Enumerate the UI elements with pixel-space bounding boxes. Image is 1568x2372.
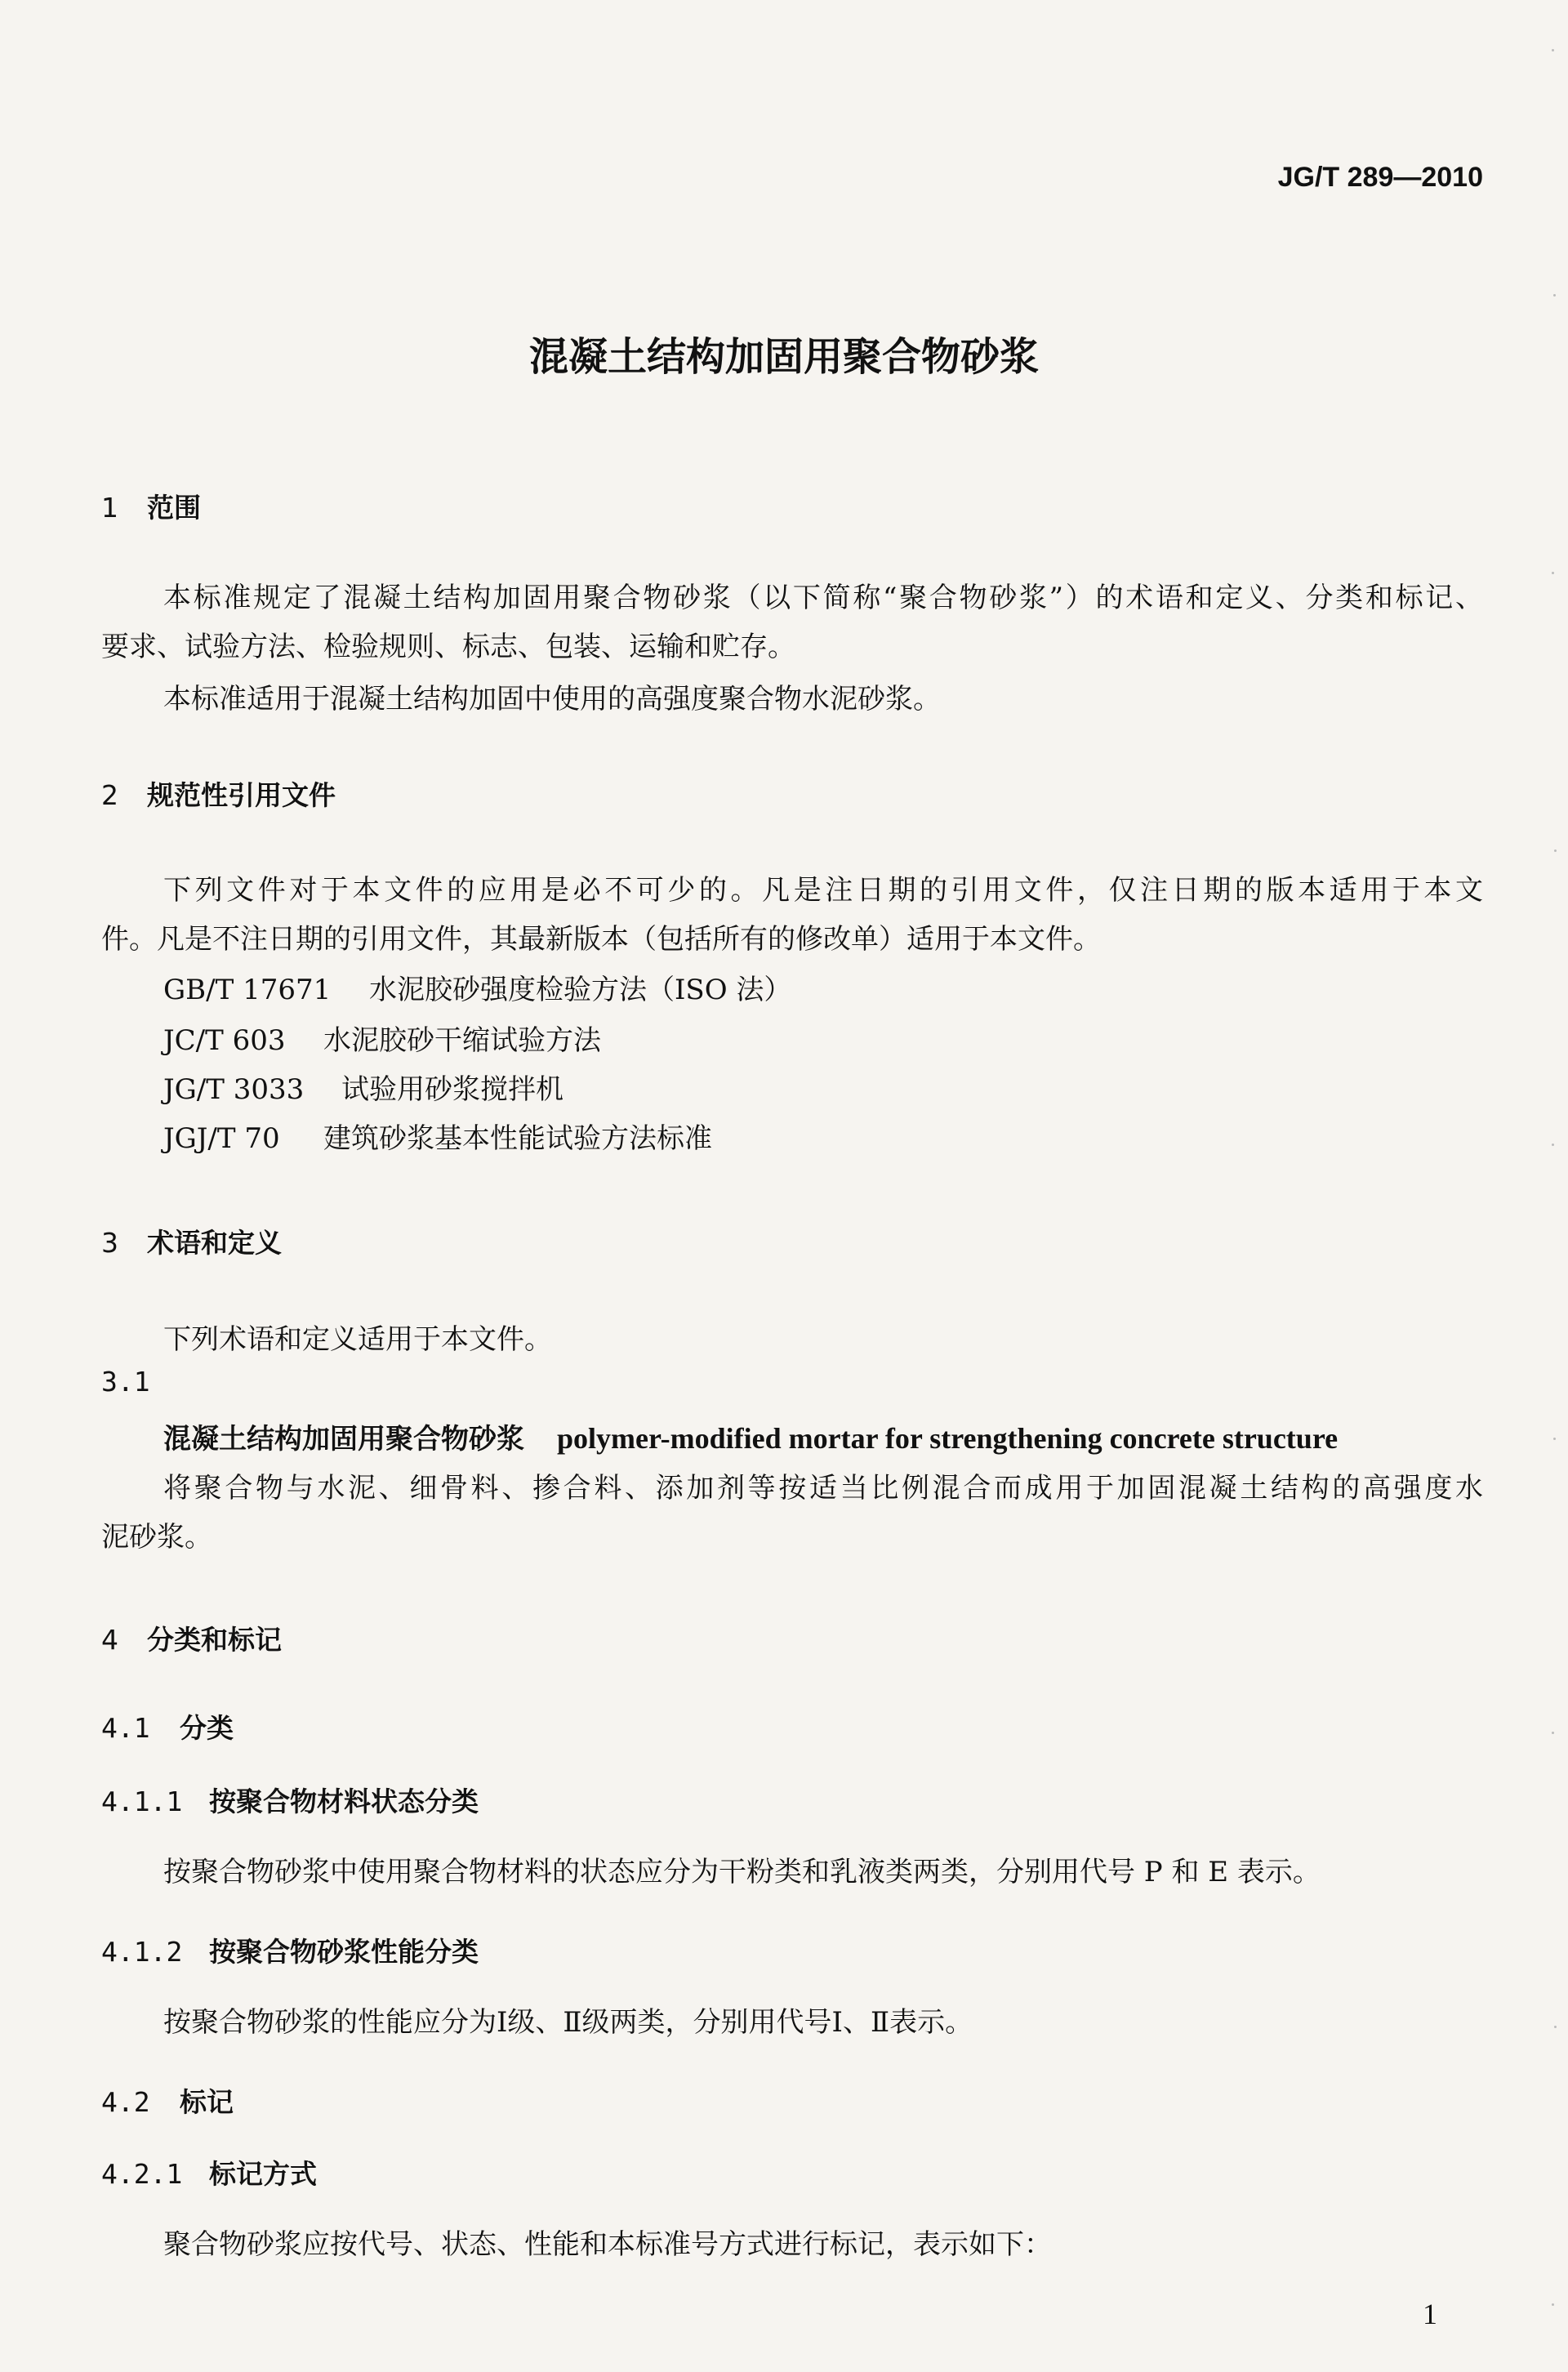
document-number: JG/T 289—2010 — [1277, 162, 1483, 193]
section-3-heading — [101, 1222, 282, 1260]
reference-title: 水泥胶砂强度检验方法（ISO 法） — [369, 974, 792, 1006]
subsection-4-1-1-paragraph: 按聚合物砂浆中使用聚合物材料的状态应分为干粉类和乳液类两类，分别用代号 P 和 E 表示。 — [163, 1856, 1321, 1888]
term-entry — [163, 1416, 1338, 1456]
section-2-heading — [101, 774, 336, 813]
section-1-paragraph-1-line-2: 要求、试验方法、检验规则、标志、包装、运输和贮存。 — [101, 631, 795, 663]
subsection-4-2-1-heading — [101, 2153, 317, 2191]
term-english: polymer-modified mortar for strengthening concrete structure — [557, 1422, 1339, 1455]
section-1-paragraph-1-line-1: 本标准规定了混凝土结构加固用聚合物砂浆（以下简称“聚合物砂浆”）的术语和定义、分类和标记、 — [163, 582, 1483, 614]
section-number: 3 — [101, 1227, 118, 1259]
reference-item — [163, 967, 791, 1007]
reference-item — [163, 1067, 564, 1107]
subsection-4-2-1-paragraph: 聚合物砂浆应按代号、状态、性能和本标准号方式进行标记，表示如下： — [163, 2228, 1052, 2261]
reference-code: JC/T 603 — [163, 1024, 286, 1057]
term-definition-line-2: 泥砂浆。 — [101, 1521, 212, 1554]
section-number: 4 — [101, 1624, 118, 1656]
reference-code: JG/T 3033 — [163, 1073, 305, 1106]
subsection-title: 分类 — [180, 1712, 234, 1744]
term-chinese: 混凝土结构加固用聚合物砂浆 — [163, 1423, 524, 1456]
subsection-number: 4.1.1 — [101, 1786, 183, 1817]
reference-title: 试验用砂浆搅拌机 — [341, 1073, 564, 1106]
section-1-paragraph-2: 本标准适用于混凝土结构加固中使用的高强度聚合物水泥砂浆。 — [163, 683, 941, 716]
section-4-heading — [101, 1619, 282, 1657]
reference-code: JGJ/T 70 — [163, 1122, 280, 1155]
subsection-4-1-2-heading — [101, 1931, 479, 1969]
subsection-4-1-2-paragraph: 按聚合物砂浆的性能应分为Ⅰ级、Ⅱ级两类，分别用代号Ⅰ、Ⅱ表示。 — [163, 2006, 973, 2039]
reference-item — [163, 1018, 601, 1058]
section-number: 1 — [101, 492, 118, 524]
section-title: 术语和定义 — [147, 1227, 282, 1259]
subsection-title: 标记 — [180, 2086, 234, 2118]
subsection-number: 4.2 — [101, 2086, 150, 2118]
subsection-number: 4.1.2 — [101, 1936, 183, 1968]
subsection-number: 4.2.1 — [101, 2158, 183, 2190]
reference-title: 水泥胶砂干缩试验方法 — [323, 1024, 601, 1057]
section-1-heading — [101, 487, 201, 525]
subsection-4-1-heading — [101, 1707, 234, 1746]
subsection-4-2-heading — [101, 2081, 234, 2120]
term-number: 3.1 — [101, 1366, 150, 1398]
reference-code: GB/T 17671 — [163, 974, 332, 1006]
page-title: 混凝土结构加固用聚合物砂浆 — [528, 334, 1039, 380]
section-3-paragraph: 下列术语和定义适用于本文件。 — [163, 1323, 552, 1356]
reference-item — [163, 1116, 712, 1156]
subsection-number: 4.1 — [101, 1712, 150, 1744]
section-title: 范围 — [147, 492, 201, 524]
page-number: 1 — [1423, 2298, 1437, 2330]
subsection-title: 标记方式 — [209, 2158, 317, 2190]
section-number: 2 — [101, 779, 118, 811]
section-title: 规范性引用文件 — [147, 779, 336, 811]
subsection-title: 按聚合物材料状态分类 — [209, 1786, 479, 1817]
section-2-paragraph-line-1: 下列文件对于本文件的应用是必不可少的。凡是注日期的引用文件，仅注日期的版本适用于本文 — [163, 874, 1483, 907]
term-definition-line-1: 将聚合物与水泥、细骨料、掺合料、添加剂等按适当比例混合而成用于加固混凝土结构的高强度水 — [163, 1472, 1483, 1505]
subsection-title: 按聚合物砂浆性能分类 — [209, 1936, 479, 1968]
section-2-paragraph-line-2: 件。凡是不注日期的引用文件，其最新版本（包括所有的修改单）适用于本文件。 — [101, 923, 1101, 956]
section-title: 分类和标记 — [147, 1624, 282, 1656]
reference-title: 建筑砂浆基本性能试验方法标准 — [323, 1122, 712, 1155]
subsection-4-1-1-heading — [101, 1781, 479, 1819]
